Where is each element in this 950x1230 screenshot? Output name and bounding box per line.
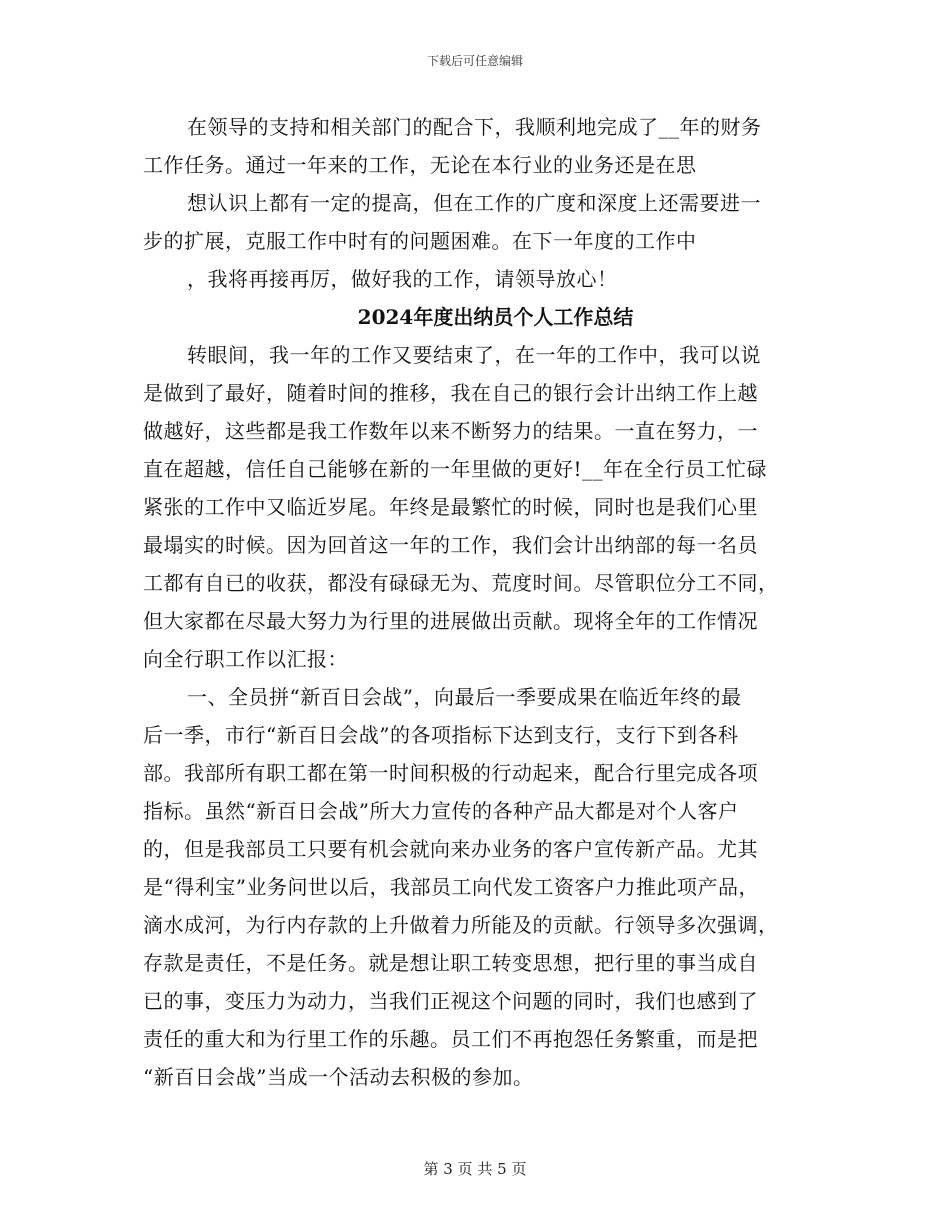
text-line: 部。我部所有职工都在第一时间积极的行动起来，配合行里完成各项 (143, 761, 758, 785)
text-line: 滴水成河，为行内存款的上升做着力所能及的贡献。行领导多次强调， (143, 913, 779, 937)
text-line: 已的事，变压力为动力，当我们正视这个问题的同时，我们也感到了 (143, 989, 758, 1013)
section-title: 2024年度出纳员个人工作总结 (357, 305, 634, 329)
text-line: 后一季，市行“新百日会战”的各项指标下达到支行，支行下到各科 (143, 723, 739, 747)
text-line: 转眼间，我一年的工作又要结束了，在一年的工作中，我可以说 (187, 343, 761, 367)
text-line: 的，但是我部员工只要有机会就向来办业务的客户宣传新产品。尤其 (143, 837, 758, 861)
text-line: 是“得利宝”业务问世以后，我部员工向代发工资客户力推此项产品， (143, 875, 759, 899)
text-line: 但大家都在尽最大努力为行里的进展做出贡献。现将全年的工作情况 (143, 609, 758, 633)
text-line: 工都有自已的收获，都没有碌碌无为、荒度时间。尽管职位分工不同， (143, 571, 779, 595)
text-line: 责任的重大和为行里工作的乐趣。员工们不再抱怨任务繁重，而是把 (143, 1027, 758, 1051)
text-line: 一、全员拼“新百日会战”，向最后一季要成果在临近年终的最 (187, 685, 742, 709)
text-line: 向全行职工作以汇报： (143, 647, 348, 671)
text-line: 直在超越，信任自己能够在新的一年里做的更好!__年在全行员工忙碌 (143, 457, 768, 481)
document-body (143, 108, 808, 1096)
text-line: 是做到了最好，随着时间的推移，我在自己的银行会计出纳工作上越 (143, 381, 758, 405)
text-line: 最塌实的时候。因为回首这一年的工作，我们会计出纳部的每一名员 (143, 533, 758, 557)
text-line: 紧张的工作中又临近岁尾。年终是最繁忙的时候，同时也是我们心里 (143, 495, 758, 519)
text-line: 做越好，这些都是我工作数年以来不断努力的结果。一直在努力，一 (143, 419, 758, 443)
text-line: 指标。虽然“新百日会战”所大力宣传的各种产品大都是对个人客户 (143, 799, 739, 823)
text-line: 工作任务。通过一年来的工作，无论在本行业的业务还是在思 (143, 153, 697, 177)
page-footer: 第 3 页 共 5 页 (423, 1160, 527, 1178)
text-line: 存款是责任，不是任务。就是想让职工转变思想，把行里的事当成自 (143, 951, 758, 975)
text-line: 步的扩展，克服工作中时有的问题困难。在下一年度的工作中 (143, 229, 697, 253)
text-line: “新百日会战”当成一个活动去积极的参加。 (143, 1065, 534, 1089)
text-line: 在领导的支持和相关部门的配合下，我顺利地完成了__年的财务 (187, 115, 762, 139)
text-line: 想认识上都有一定的提高，但在工作的广度和深度上还需要进一 (187, 191, 761, 215)
text-line: ，我将再接再厉，做好我的工作，请领导放心！ (187, 267, 618, 291)
page-header: 下载后可任意编辑 (426, 54, 523, 68)
